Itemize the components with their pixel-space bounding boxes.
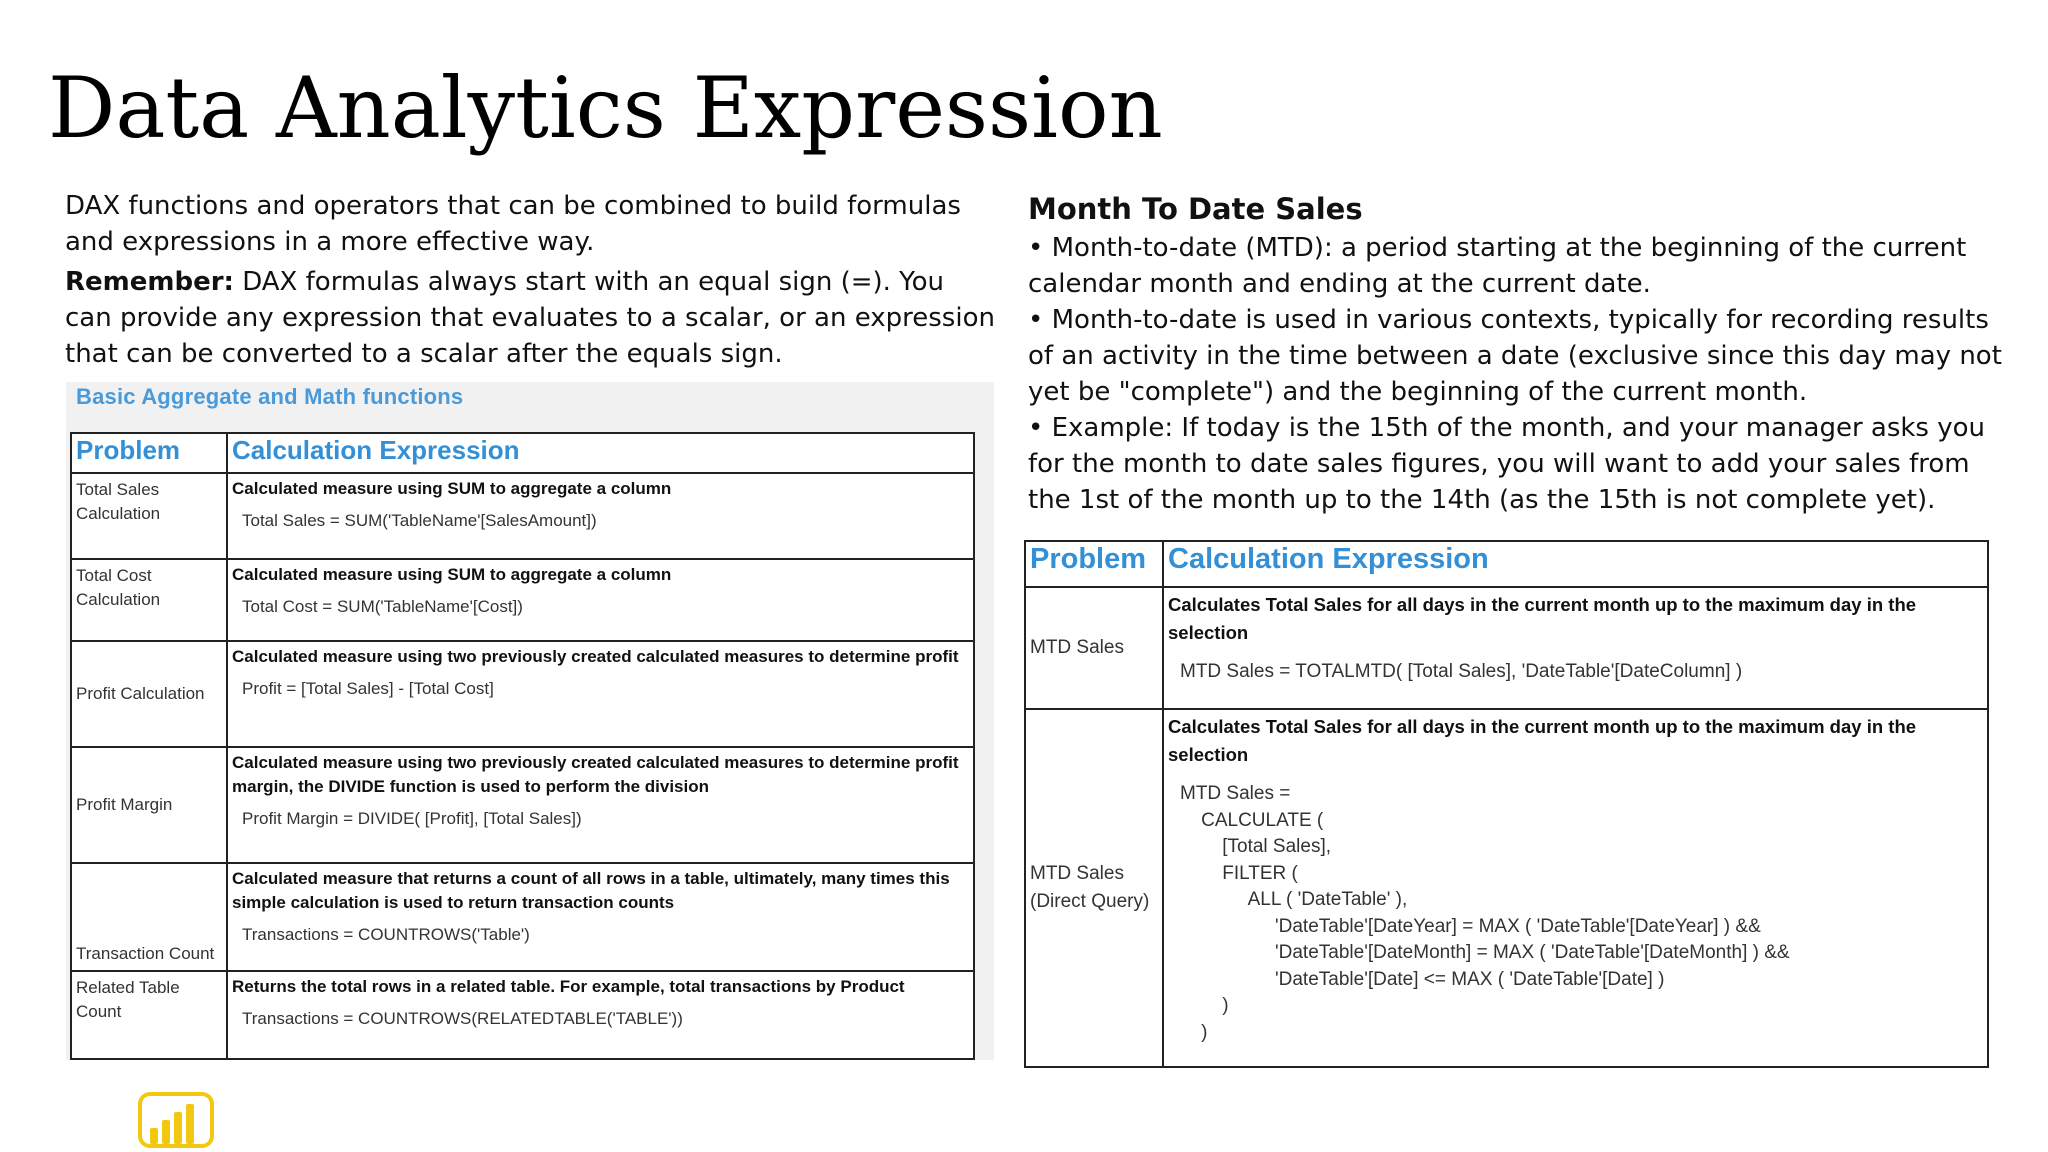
header-problem: Problem bbox=[71, 433, 227, 473]
table-caption: Basic Aggregate and Math functions bbox=[76, 384, 464, 409]
description: Calculated measure using SUM to aggregate a column bbox=[232, 479, 672, 498]
formula: Transactions = COUNTROWS(RELATEDTABLE('TABLE')) bbox=[242, 1009, 683, 1028]
code-line: MTD Sales = bbox=[1180, 783, 1291, 804]
table-row bbox=[71, 559, 974, 641]
code-line: 'DateTable'[DateYear] = MAX ( 'DateTable'[DateYear] ) && bbox=[1180, 915, 1761, 937]
code-line: [Total Sales], bbox=[1180, 836, 1332, 857]
formula: Total Sales = SUM('TableName'[SalesAmount]) bbox=[242, 511, 597, 530]
description: Returns the total rows in a related table. For example, total transactions by Product bbox=[232, 977, 905, 996]
problem-cell: Profit Calculation bbox=[71, 641, 227, 747]
problem-cell: Related Table Count bbox=[71, 971, 227, 1059]
formula bbox=[1164, 647, 1987, 692]
table-row bbox=[71, 641, 974, 747]
problem-cell: Transaction Count bbox=[71, 863, 227, 971]
bullet-item: • Month-to-date (MTD): a period starting at the beginning of the current calendar month and ending at the current date. bbox=[1028, 233, 1967, 299]
table-row bbox=[1025, 587, 1988, 709]
table-row bbox=[71, 863, 974, 971]
description: Calculated measure using SUM to aggregate a column bbox=[232, 565, 672, 584]
description: Calculates Total Sales for all days in the current month up to the maximum day in the selection bbox=[1168, 594, 1917, 643]
header-calculation-expression: Calculation Expression bbox=[1163, 541, 1988, 587]
power-bi-icon bbox=[138, 1092, 214, 1148]
code-line: FILTER ( bbox=[1180, 862, 1298, 884]
bullet-item: • Month-to-date is used in various contexts, typically for recording results of an activity in the time between a date (exclusive since this day may not yet be "complete") and the beginning of the current month. bbox=[1028, 305, 2002, 407]
code-line: ) bbox=[1180, 995, 1229, 1016]
description: Calculates Total Sales for all days in the current month up to the maximum day in the selection bbox=[1168, 716, 1917, 765]
table-row bbox=[71, 473, 974, 559]
formula: Profit = [Total Sales] - [Total Cost] bbox=[242, 679, 494, 698]
table-row bbox=[71, 971, 974, 1059]
code-line: 'DateTable'[DateMonth] = MAX ( 'DateTable'[DateMonth] ) && bbox=[1180, 942, 1790, 963]
problem-cell: MTD Sales (Direct Query) bbox=[1025, 709, 1163, 1067]
remember-text: DAX formulas always start with an equal sign (=). You can provide any expression that evaluates to a scalar, or an expression that can be converted to a scalar after the equals sign. bbox=[65, 267, 995, 369]
code-line: ) bbox=[1180, 1021, 1208, 1043]
mtd-table bbox=[1024, 540, 1989, 1068]
problem-cell: MTD Sales bbox=[1025, 587, 1163, 709]
basic-functions-table bbox=[70, 432, 975, 1060]
description: Calculated measure that returns a count of all rows in a table, ultimately, many times this simple calculation is used to return transaction counts bbox=[232, 869, 950, 912]
table-row bbox=[1025, 709, 1988, 1067]
header-problem: Problem bbox=[1025, 541, 1163, 587]
formula bbox=[1164, 769, 1987, 1052]
formula: Transactions = COUNTROWS('Table') bbox=[242, 925, 530, 944]
problem-cell: Total Sales Calculation bbox=[71, 473, 227, 559]
description: Calculated measure using two previously created calculated measures to determine profit bbox=[232, 647, 959, 666]
code-line: CALCULATE ( bbox=[1180, 809, 1324, 831]
problem-cell: Total Cost Calculation bbox=[71, 559, 227, 641]
formula: Profit Margin = DIVIDE( [Profit], [Total Sales]) bbox=[242, 809, 582, 828]
bullet-item: • Example: If today is the 15th of the month, and your manager asks you for the month to date sales figures, you will want to add your sales from the 1st of the month up to the 14th (as the 15th is not complete yet). bbox=[1028, 413, 1986, 515]
formula: Total Cost = SUM('TableName'[Cost]) bbox=[242, 597, 523, 616]
mtd-section bbox=[1028, 190, 2018, 518]
code-line: MTD Sales = TOTALMTD( [Total Sales], 'DateTable'[DateColumn] ) bbox=[1180, 661, 1743, 682]
basic-functions-panel bbox=[66, 382, 994, 1060]
remember-note bbox=[65, 264, 995, 372]
section-heading: Month To Date Sales bbox=[1028, 192, 1363, 226]
code-line: 'DateTable'[Date] <= MAX ( 'DateTable'[Date] ) bbox=[1180, 968, 1665, 990]
problem-cell: Profit Margin bbox=[71, 747, 227, 863]
code-line: ALL ( 'DateTable' ), bbox=[1180, 889, 1408, 910]
table-row bbox=[71, 747, 974, 863]
header-calculation-expression: Calculation Expression bbox=[227, 433, 974, 473]
intro-line: DAX functions and operators that can be combined to build formulas and expressions in a more effective way. bbox=[65, 191, 961, 257]
page-title: Data Analytics Expression bbox=[48, 59, 1163, 157]
remember-label: Remember: bbox=[65, 267, 234, 297]
description: Calculated measure using two previously created calculated measures to determine profit margin, the DIVIDE function is used to perform the division bbox=[232, 753, 959, 796]
intro-text bbox=[65, 188, 995, 376]
